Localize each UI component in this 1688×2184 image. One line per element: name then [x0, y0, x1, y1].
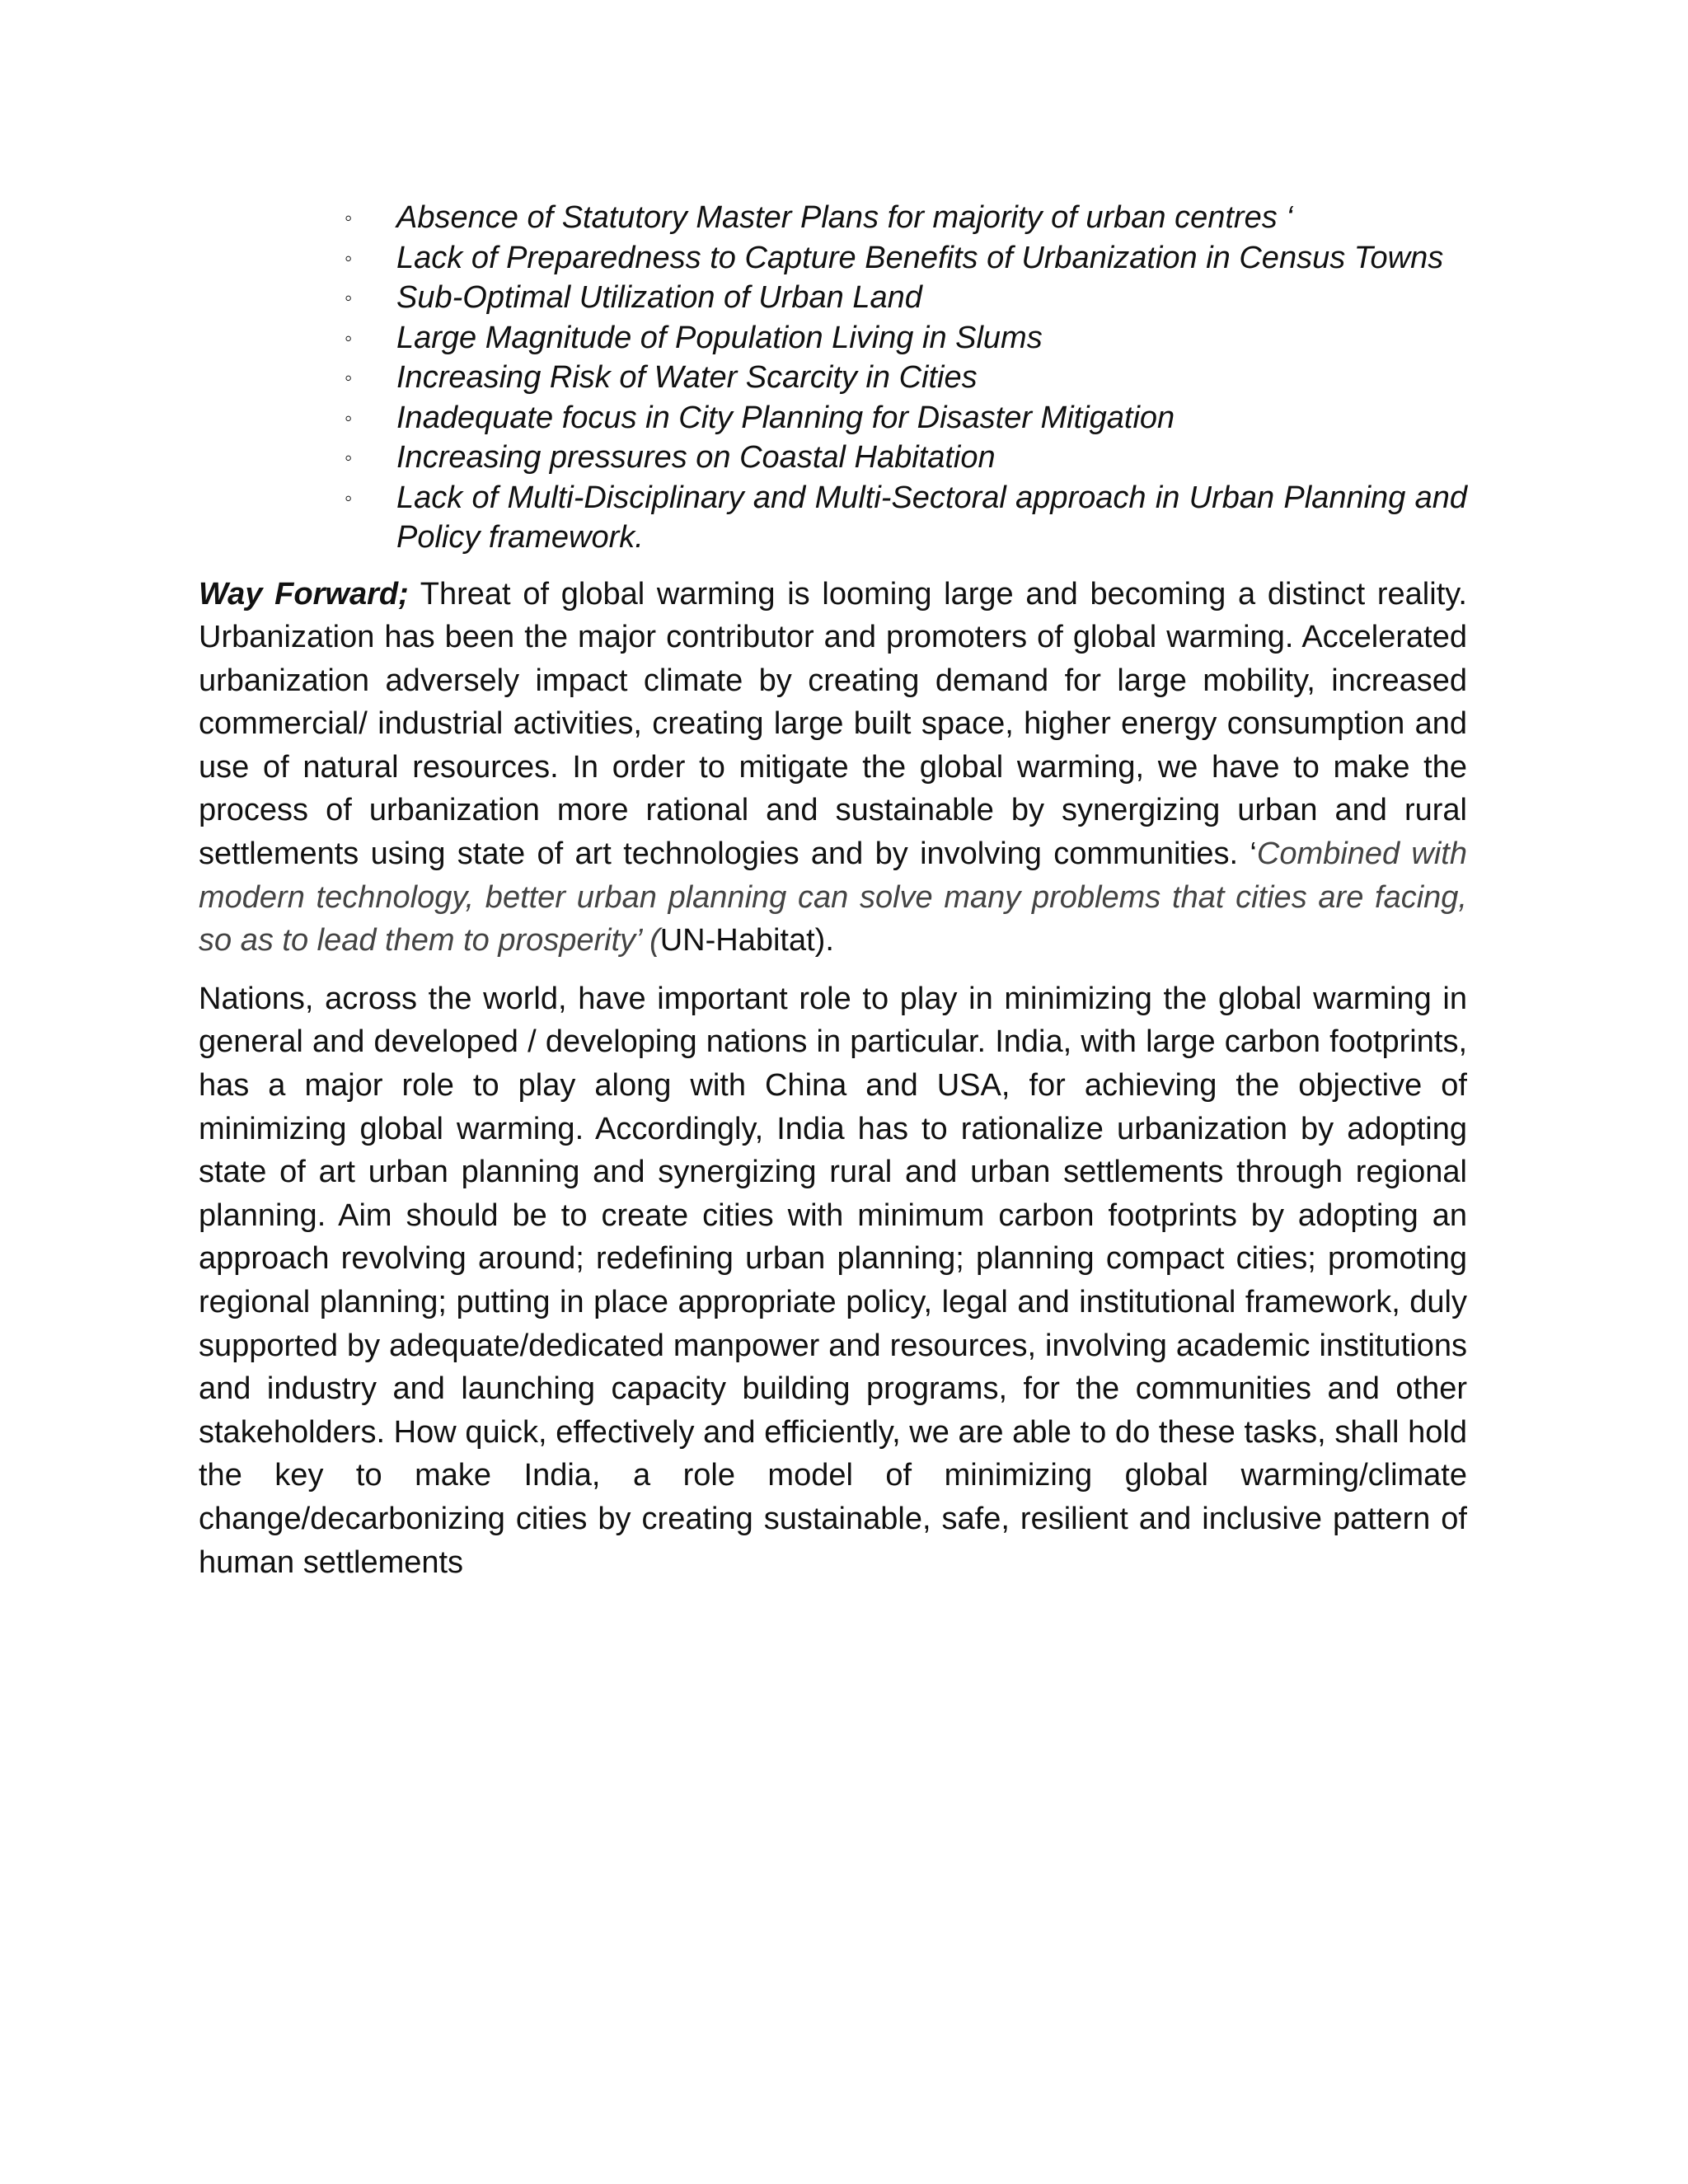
list-item-text: Absence of Statutory Master Plans for majority of urban centres ‘ — [396, 200, 1293, 235]
bullet-marker: ◦ — [345, 205, 353, 230]
bullet-marker: ◦ — [345, 365, 353, 390]
bullet-marker: ◦ — [345, 245, 353, 270]
way-forward-body: Threat of global warming is looming large and becoming a distinct reality. Urbanization has been the major contributor and promoters of global warming. Accelerated urbanization adversely impact climate by creating demand for large mobility, increased commercial/ industrial activities, creating large built space, higher energy consumption and use of natural resources. In order to mitigate the global warming, we have to make the process of urbanization more rational and sustainable by synergizing urban and rural settlements using state of art technologies and by involving communities. ‘ — [199, 576, 1467, 872]
challenges-list — [199, 198, 1467, 558]
bullet-marker: ◦ — [345, 485, 353, 510]
list-item-text: Lack of Preparedness to Capture Benefits of Urbanization in Census Towns — [396, 240, 1444, 275]
list-item — [345, 318, 1467, 359]
nations-paragraph: Nations, across the world, have important role to play in minimizing the global warming in general and developed / developing nations in particular. India, with large carbon footprints, has a major role to play along with China and USA, for achieving the objective of minimizing global warming. Accordingly, India has to rationalize urbanization by adopting state of art urban planning and synergizing rural and urban settlements through regional planning. Aim should be to create cities with minimum carbon footprints by adopting an approach revolving around; redefining urban planning; planning compact cities; promoting regional planning; putting in place appropriate policy, legal and institutional framework, duly supported by adequate/dedicated manpower and resources, involving academic institutions and industry and launching capacity building programs, for the communities and other stakeholders. How quick, effectively and efficiently, we are able to do these tasks, shall hold the key to make India, a role model of minimizing global warming/climate change/decarbonizing cities by creating sustainable, safe, resilient and inclusive pattern of human settlements — [199, 981, 1467, 1580]
list-item — [345, 238, 1467, 279]
list-item-text: Large Magnitude of Population Living in Slums — [396, 320, 1043, 355]
bullet-marker: ◦ — [345, 445, 353, 470]
list-item — [345, 358, 1467, 398]
document-page — [199, 198, 1467, 1584]
list-item-text: Increasing Risk of Water Scarcity in Cities — [396, 360, 978, 395]
list-item — [345, 198, 1467, 238]
way-forward-heading: Way Forward; — [199, 576, 409, 612]
list-item-text: Sub-Optimal Utilization of Urban Land — [396, 280, 922, 315]
list-item — [345, 278, 1467, 318]
list-item — [345, 398, 1467, 438]
list-item-text: Inadequate focus in City Planning for Disaster Mitigation — [396, 400, 1175, 435]
list-item-text: Lack of Multi-Disciplinary and Multi-Sectoral approach in Urban Planning and Policy framework. — [396, 480, 1467, 555]
bullet-marker: ◦ — [345, 325, 353, 350]
un-habitat-quote: Combined with modern technology, better urban planning can solve many problems that cities are facing, so as to lead them to prosperity’ ( — [199, 837, 1467, 958]
way-forward-paragraph — [199, 573, 1467, 963]
quote-source: UN-Habitat). — [659, 923, 834, 958]
bullet-marker: ◦ — [345, 405, 353, 430]
bullet-marker: ◦ — [345, 285, 353, 310]
list-item-text: Increasing pressures on Coastal Habitation — [396, 440, 996, 475]
list-item — [345, 438, 1467, 478]
list-item — [345, 478, 1467, 558]
